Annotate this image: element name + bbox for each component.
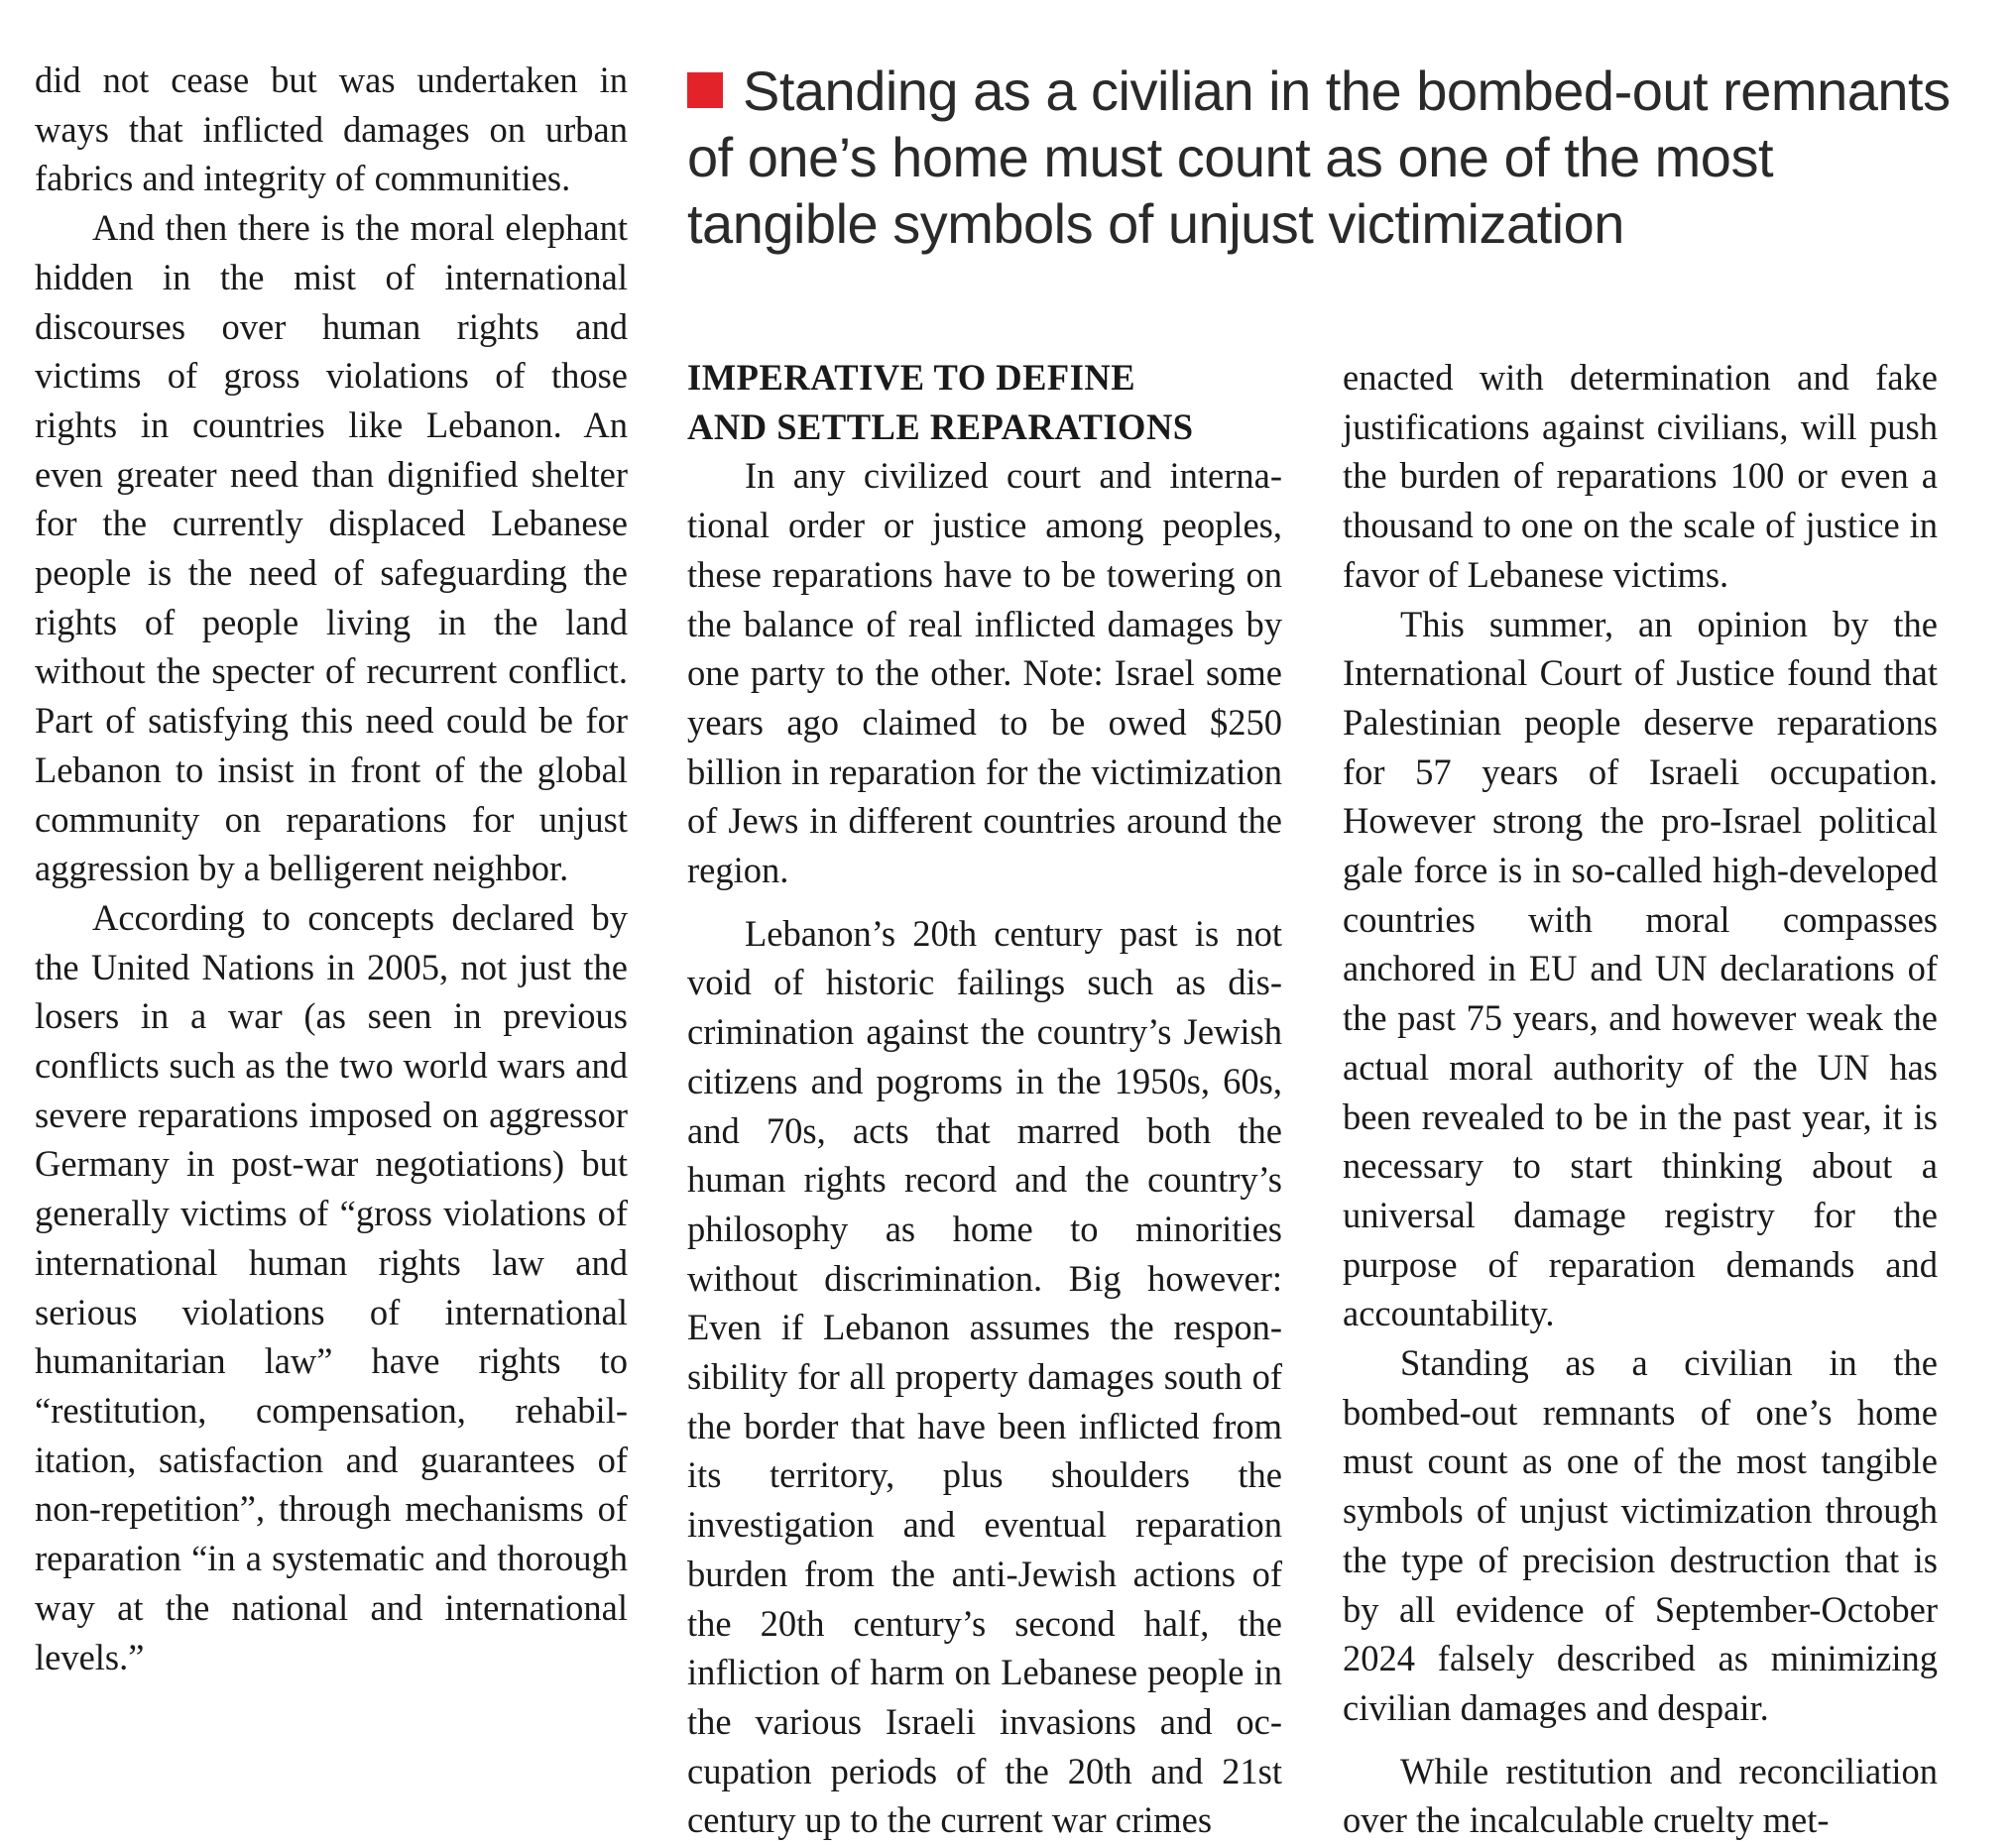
subheading-line-2: AND SETTLE REPARATIONS <box>687 405 1194 447</box>
paragraph: According to concepts declared by the United Nations in 2005, not just the losers in a war (as seen in previous conflicts such as the two world wars and severe reparations imposed on aggressor Germany in post-war negotiations) but generally victims of “gross violations of international human rights law and serious violations of international humanitarian law” have rights to “restitution, compensation, rehabilitation, satisfaction and guarantees of non-repetition”, through mechanisms of reparation “in a systematic and thorough way at the national and international levels.” <box>35 896 628 1677</box>
paragraph: enacted with determination and fake justifications against civilians, will push the burden of reparations 100 or even a thousand to one on the scale of justice in favor of Lebanese victims. <box>1343 357 1938 595</box>
pull-quote <box>687 58 1976 257</box>
paragraph: Standing as a civilian in the bombed-out remnants of one’s home must count as one of the most tangible symbols of unjust victimization through the type of precision destruction that is by all evidence of September-October 2024 falsely described as minimizing civilian damages and despair. <box>1343 1342 1938 1728</box>
pull-quote-text: Standing as a civilian in the bombed-out remnants of one’s home must count as one of the most tangible symbols of unjust victimization <box>687 59 1951 255</box>
article-column-2 <box>687 353 1282 1845</box>
paragraph: In any civilized court and international order or justice among peoples, these reparations have to be towering on the balance of real inflicted damages by one party to the other. Note: Israel some years ago claimed to be owed $250 billion in reparation for the victimization of Jews in different countries around the region. <box>687 455 1282 891</box>
paragraph: Lebanon’s 20th century past is not void of historic failings such as discrimination against the country’s Jewish citizens and pogroms in the 1950s, 60s, and 70s, acts that marred both the human rights record and the country’s philosophy as home to minorities without discrimination. Big however: Even if Lebanon assumes the responsibility for all property damages south of the border that have been inflicted from its territory, plus shoulders the investigation and eventual reparation burden from the anti-Jewish actions of the 20th century’s second half, the infliction of harm on Lebanese people in the various Israeli invasions and occupation periods of the 20th and 21st century up to the current war crimes <box>687 912 1282 1841</box>
paragraph: While restitution and reconciliation over the incalculable cruelty met- <box>1343 1750 1938 1841</box>
subheading-line-1: IMPERATIVE TO DEFINE <box>687 357 1136 398</box>
paragraph: did not cease but was undertaken in ways that inflicted damages on urban fabrics and integrity of communities. <box>35 59 628 199</box>
paragraph: This summer, an opinion by the International Court of Justice found that Palestinian people deserve reparations for 57 years of Israeli occupation. However strong the pro-Israel political gale force is in so-called high-developed countries with moral compasses anchored in EU and UN declarations of the past 75 years, and however weak the actual moral authority of the UN has been revealed to be in the past year, it is necessary to start thinking about a universal damage registry for the purpose of reparation demands and accountability. <box>1343 603 1938 1334</box>
article-column-3 <box>1343 353 1938 1845</box>
red-square-icon <box>687 72 723 108</box>
section-subheading <box>687 353 1282 451</box>
article-column-1 <box>35 56 628 1681</box>
paragraph: And then there is the moral elephant hidden in the mist of international discourses over human rights and victims of gross violations of those rights in countries like Lebanon. An even greater need than dignified shelter for the currently displaced Lebanese people is the need of safeguarding the rights of people living in the land without the specter of recurrent conflict. Part of satisfying this need could be for Lebanon to insist in front of the global community on reparations for unjust aggression by a belligerent neighbor. <box>35 207 628 889</box>
